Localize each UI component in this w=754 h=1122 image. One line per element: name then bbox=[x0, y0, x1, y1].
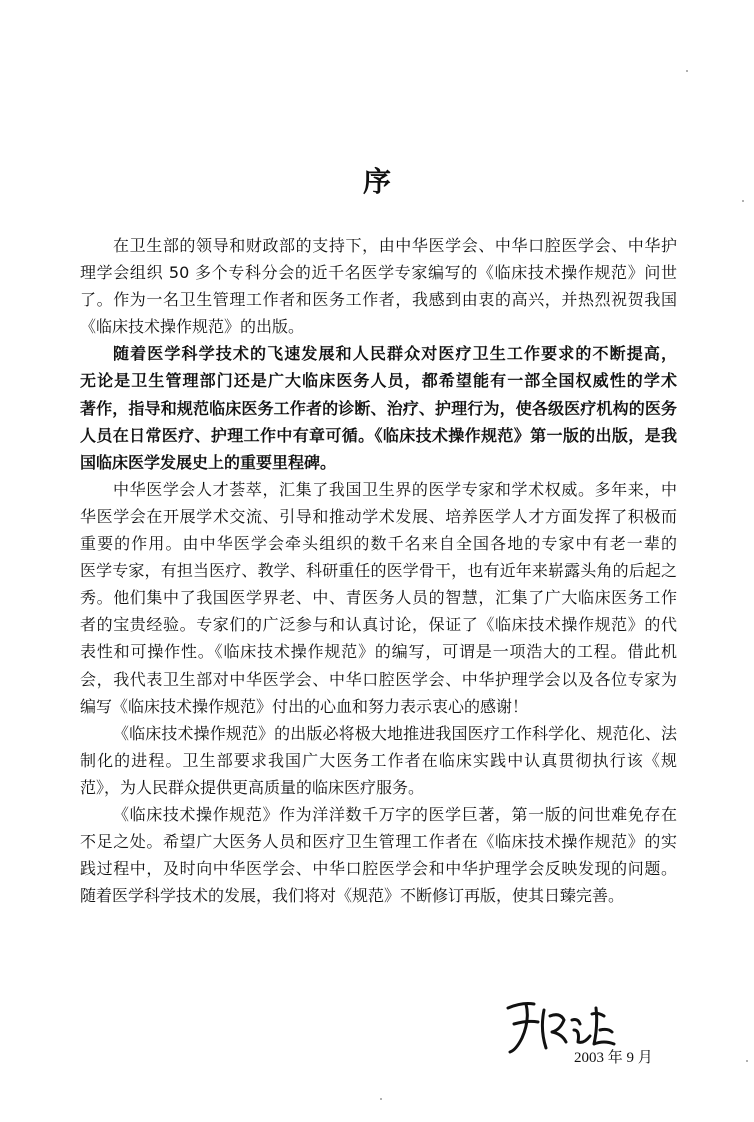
text-line: 范》，为人民群众提供更高质量的临床医疗服务。 bbox=[80, 777, 425, 797]
text-line: 秀。他们集中了我国医学界老、中、青医务人员的智慧，汇集了广大临床医务工作 bbox=[80, 588, 677, 608]
text-line: 不足之处。希望广大医务人员和医疗卫生管理工作者在《临床技术操作规范》的实 bbox=[80, 832, 677, 852]
text-line: 中华医学会人才荟萃，汇集了我国卫生界的医学专家和学术权威。多年来，中 bbox=[113, 479, 677, 499]
preface-body bbox=[80, 232, 677, 909]
text-line: 无论是卫生管理部门还是广大临床医务人员，都希望能有一部全国权威性的学术 bbox=[80, 371, 677, 391]
text-line: 编写《临床技术操作规范》付出的心血和努力表示衷心的感谢！ bbox=[80, 696, 529, 716]
text-line: 《临床技术操作规范》的出版必将极大地推进我国医疗工作科学化、规范化、法 bbox=[113, 723, 677, 743]
date: 2003 年 9 月 bbox=[574, 1050, 653, 1066]
text-line: 随着医学科学技术的发展，我们将对《规范》不断修订再版，使其日臻完善。 bbox=[80, 886, 625, 906]
text-line: 《临床技术操作规范》作为洋洋数千万字的医学巨著，第一版的问世难免存在 bbox=[113, 804, 677, 824]
text-line: 者的宝贵经验。专家们的广泛参与和认真讨论，保证了《临床技术操作规范》的代 bbox=[80, 615, 677, 635]
scan-speck bbox=[380, 1098, 382, 1100]
text-line: 华医学会在开展学术交流、引导和推动学术发展、培养医学人才方面发挥了积极而 bbox=[80, 506, 677, 526]
scan-speck bbox=[686, 70, 688, 72]
text-line: 国临床医学发展史上的重要里程碑。 bbox=[80, 452, 337, 472]
paragraph bbox=[80, 476, 677, 720]
text-line: 人员在日常医疗、护理工作中有章可循。《临床技术操作规范》第一版的出版，是我 bbox=[80, 425, 677, 445]
paragraph bbox=[80, 801, 677, 909]
paragraph bbox=[80, 720, 677, 801]
text-line: 表性和可操作性。《临床技术操作规范》的编写，可谓是一项浩大的工程。借此机 bbox=[80, 642, 677, 662]
text-line: 制化的进程。卫生部要求我国广大医务工作者在临床实践中认真贯彻执行该《规 bbox=[80, 750, 677, 770]
text-line: 在卫生部的领导和财政部的支持下，由中华医学会、中华口腔医学会、中华护 bbox=[113, 236, 677, 255]
text-line: 随着医学科学技术的飞速发展和人民群众对医疗卫生工作要求的不断提高， bbox=[113, 344, 677, 364]
text-line: 践过程中，及时向中华医学会、中华口腔医学会和中华护理学会反映发现的问题。 bbox=[80, 859, 677, 879]
text-line: 会，我代表卫生部对中华医学会、中华口腔医学会、中华护理学会以及各位专家为 bbox=[80, 669, 677, 689]
text-line: 著作，指导和规范临床医务工作者的诊断、治疗、护理行为，使各级医疗机构的医务 bbox=[80, 398, 677, 418]
text-line: 医学专家，有担当医疗、教学、科研重任的医学骨干，也有近年来崭露头角的后起之 bbox=[80, 561, 677, 581]
text-line: 了。作为一名卫生管理工作者和医务工作者，我感到由衷的高兴，并热烈祝贺我国 bbox=[80, 290, 677, 310]
scan-speck bbox=[746, 1060, 748, 1062]
text-line: 《临床技术操作规范》的出版。 bbox=[80, 317, 305, 337]
text-line: 重要的作用。由中华医学会牵头组织的数千名来自全国各地的专家中有老一辈的 bbox=[80, 534, 677, 554]
paragraph bbox=[80, 340, 677, 475]
text-line: 理学会组织 50 多个专科分会的近千名医学专家编写的《临床技术操作规范》问世 bbox=[80, 263, 677, 283]
scan-speck bbox=[742, 200, 744, 202]
page-title: 序 bbox=[362, 165, 391, 198]
paragraph bbox=[80, 232, 677, 340]
